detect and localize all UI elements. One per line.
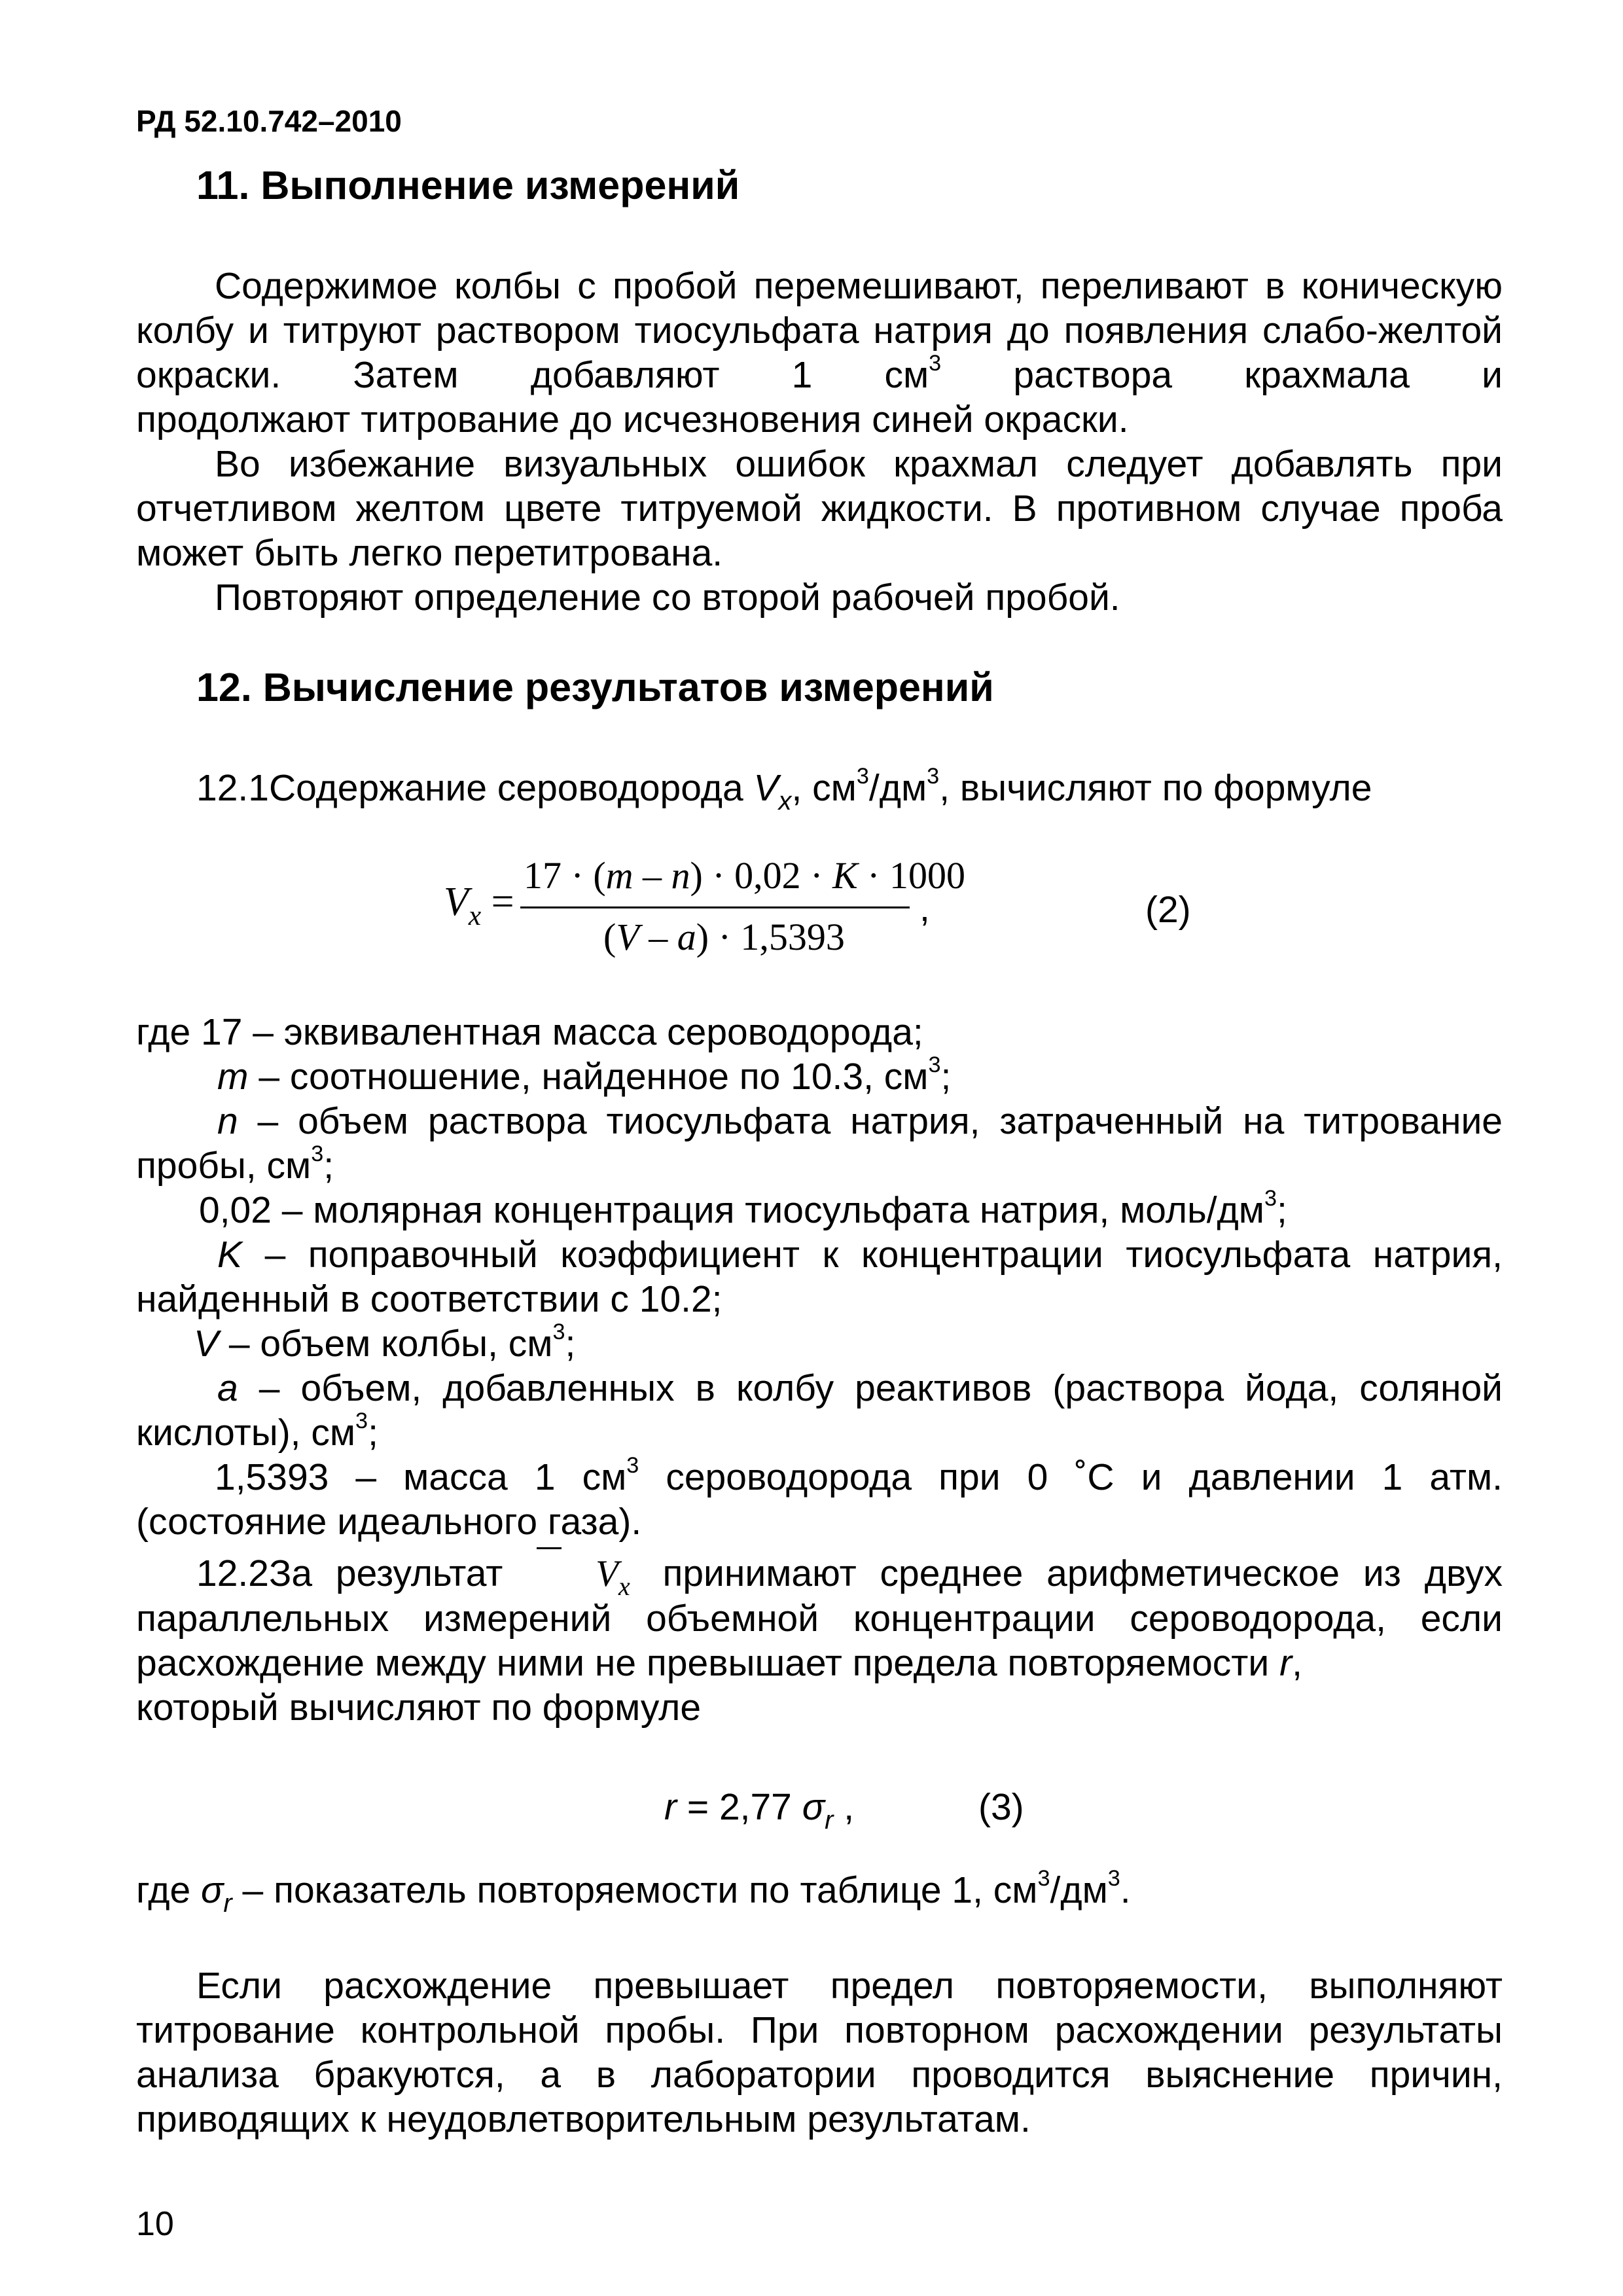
formula-2-legend: [136, 1010, 1503, 1544]
final-paragraph-end: приводящих к неудовлетворительным результатам.: [136, 2098, 1031, 2140]
legend-item: V – объем колбы, $см^3$;: [194, 1319, 576, 1365]
final-paragraph: Если расхождение превышает предел повторяемости, выполняют титрование контрольной пробы. При повторном расхождении результаты анализа бракуются, а в лаборатории проводится выяснение причин, приводящих к неудовлетворительным результатам.: [136, 1965, 1503, 2140]
formula-2-denominator: (V – a) · 1,5393: [603, 916, 845, 958]
formula-3-number: (3): [978, 1786, 1024, 1828]
clause-12-2: 12.2За результат $V_x$ принимают среднее арифметическое из двух параллельных измерений объемной концентрации сероводорода, если расхождение между ними не превышает предела повторяемости r, который вычисляют по формуле: [136, 1551, 1503, 1730]
formula-2-numerator: 17 · (m – n) · 0,02 · K · 1000: [524, 854, 965, 897]
section-11-paragraph-1-end: продолжают титрование до исчезновения синей окраски.: [136, 399, 1129, 440]
formula-3: r = 2,77 $\sigma_r$ ,: [664, 1786, 855, 1835]
section-11-paragraph-1: Содержимое колбы с пробой перемешивают, переливают в коническую колбу и титруют раствором тиосульфата натрия до появления слабо-желтой окраски. Затем добавляют 1 $см^3$ раствора крахмала и: [136, 265, 1503, 396]
formula-2-number: (2): [1145, 889, 1191, 931]
legend-item: a – объем, добавленных в колбу реактивов (раствора йода, соляной кислоты), $см^3$;: [136, 1367, 1503, 1454]
clause-12-1: 12.1Содержание сероводорода $V_x$, $см^3/дм^3$, вычисляют по формуле: [196, 764, 1372, 816]
section-11-paragraph-2: Во избежание визуальных ошибок крахмал следует добавлять при отчетливом желтом цвете титруемой жидкости. В противном случае проба может быть легко перетитрована.: [136, 443, 1503, 574]
legend-item: m – соотношение, найденное по 10.3, $см^3$;: [217, 1052, 952, 1098]
section-11-title: 11. Выполнение измерений: [196, 163, 740, 207]
formula-3-legend: где $\sigma_r$ – показатель повторяемости по таблице 1, $см^3/дм^3$.: [136, 1866, 1131, 1918]
legend-item: 0,02 – молярная концентрация тиосульфата натрия, моль/$дм^3$;: [199, 1186, 1287, 1231]
legend-item: 1,5393 – масса 1 $см^3$ сероводорода при 0 ˚С и давлении 1 атм. (состояние идеального газа).: [136, 1453, 1503, 1543]
clause-12-2-end: который вычисляют по формуле: [136, 1687, 702, 1729]
legend-item: K – поправочный коэффициент к концентрации тиосульфата натрия, найденный в соответствии с 10.2;: [136, 1234, 1503, 1320]
section-11-body: [136, 264, 1503, 620]
legend-item: n – объем раствора тиосульфата натрия, затраченный на титрование пробы, $см^3$;: [136, 1100, 1503, 1187]
document-code: РД 52.10.742–2010: [136, 104, 402, 138]
page-number: 10: [136, 2205, 174, 2243]
section-12-title: 12. Вычисление результатов измерений: [196, 665, 994, 709]
formula-2-lhs: $V_x$ =: [444, 880, 514, 932]
legend-item: где 17 – эквивалентная масса сероводорода;: [136, 1011, 923, 1053]
vx-mean-symbol: $V_x$: [535, 1551, 630, 1596]
formula-2-comma: ,: [919, 888, 930, 929]
section-11-paragraph-3: Повторяют определение со второй рабочей пробой.: [215, 577, 1120, 619]
formula-2-fraction-bar: [520, 906, 910, 908]
